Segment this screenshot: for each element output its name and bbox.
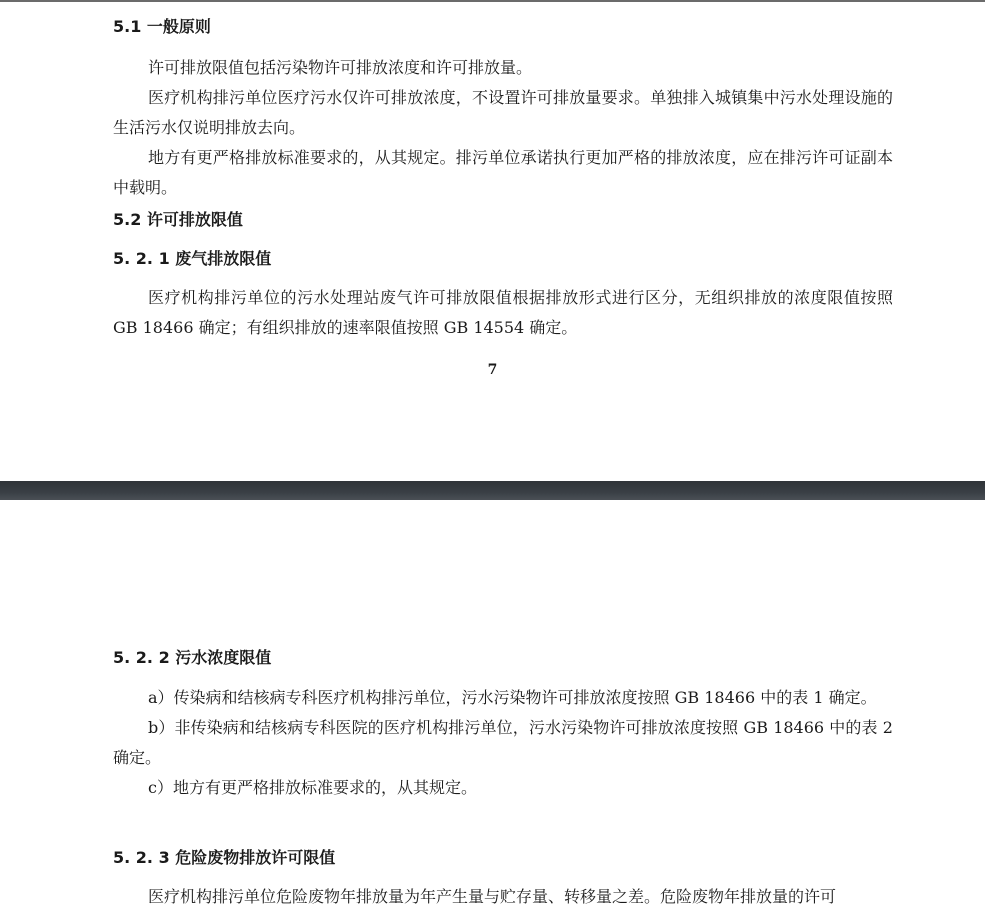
body-text-block [113,283,893,343]
paragraph: 医疗机构排污单位危险废物年排放量为年产生量与贮存量、转移量之差。危险废物年排放量的许可 [148,887,837,906]
section-heading-5-2-3: 5. 2. 3 危险废物排放许可限值 [113,848,336,867]
document-page-8 [0,500,985,904]
document-page-7 [0,2,985,481]
body-text-block [113,53,893,203]
body-text-block [113,683,893,803]
page-separator [0,481,985,500]
list-item: c）地方有更严格排放标准要求的，从其规定。 [148,778,477,797]
page-number: 7 [487,362,498,378]
paragraph: 医疗机构排污单位医疗污水仅许可排放浓度，不设置许可排放量要求。单独排入城镇集中污水处理设施的生活污水仅说明排放去向。 [113,88,893,137]
section-heading-5-1: 5.1 一般原则 [113,17,211,36]
section-heading-5-2: 5.2 许可排放限值 [113,210,243,229]
body-text-block [113,882,893,912]
paragraph: 医疗机构排污单位的污水处理站废气许可排放限值根据排放形式进行区分，无组织排放的浓度限值按照 GB 18466 确定；有组织排放的速率限值按照 GB 14554 确定。 [113,288,893,337]
paragraph: 地方有更严格排放标准要求的，从其规定。排污单位承诺执行更加严格的排放浓度，应在排污许可证副本中载明。 [113,148,893,197]
section-heading-5-2-1: 5. 2. 1 废气排放限值 [113,249,272,268]
list-item: b）非传染病和结核病专科医院的医疗机构排污单位，污水污染物许可排放浓度按照 GB 18466 中的表 2 确定。 [113,718,893,767]
list-item: a）传染病和结核病专科医疗机构排污单位，污水污染物许可排放浓度按照 GB 18466 中的表 1 确定。 [148,688,877,707]
section-heading-5-2-2: 5. 2. 2 污水浓度限值 [113,648,272,667]
paragraph: 许可排放限值包括污染物许可排放浓度和许可排放量。 [148,58,533,77]
